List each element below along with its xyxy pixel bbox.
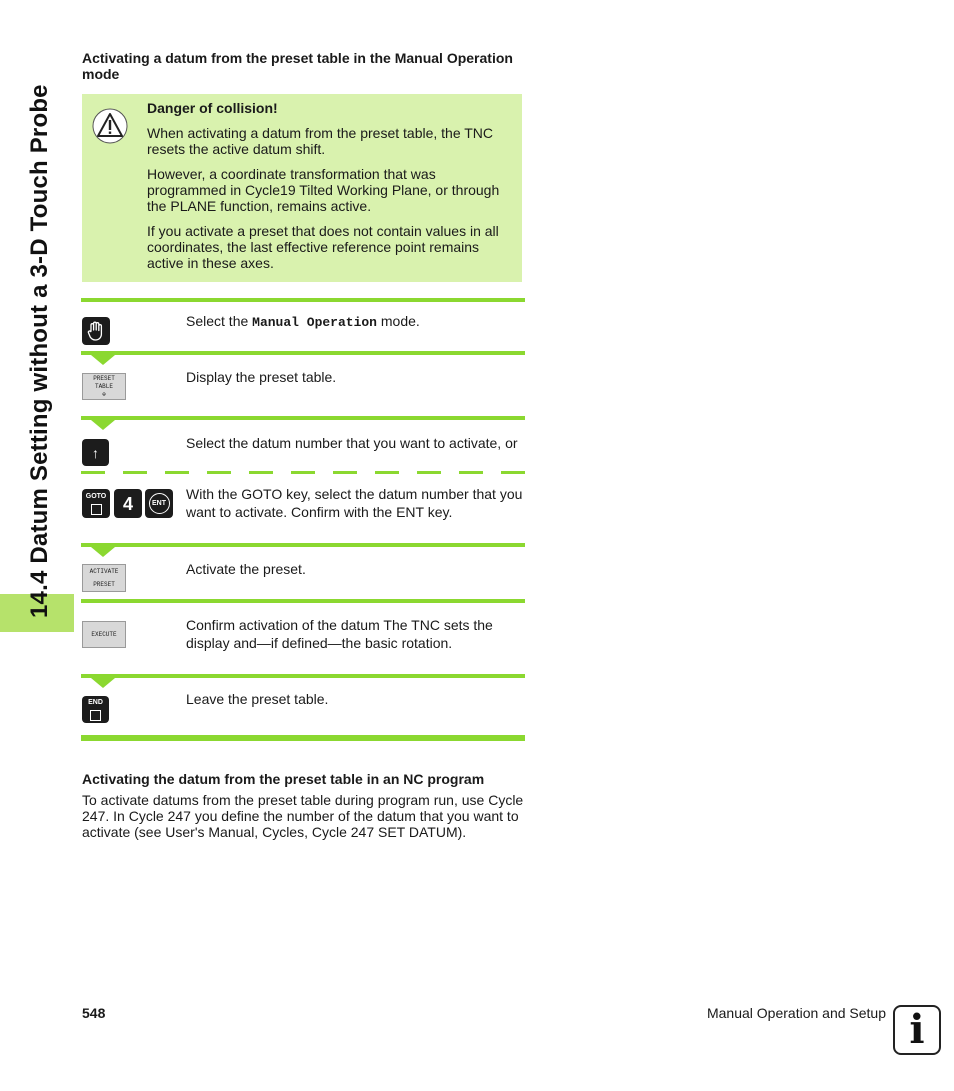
- section-heading-nc-program: Activating the datum from the preset table in an NC program: [82, 771, 485, 787]
- warning-paragraph: If you activate a preset that does not contain values in all coordinates, the last effective reference point remains active in these axes.: [147, 223, 499, 271]
- chevron-down-icon: [91, 678, 115, 688]
- ent-key[interactable]: ENT: [145, 489, 173, 518]
- step-text-goto: With the GOTO key, select the datum number that you want to activate. Confirm with the ENT key.: [186, 486, 523, 520]
- step-divider: [81, 351, 525, 355]
- nc-program-body: To activate datums from the preset table during program run, use Cycle 247. In Cycle 247 you define the number of the datum that you want to activate (see User's Manual, Cycles, Cycle 247 SET DATUM).: [82, 792, 524, 840]
- section-heading-manual: Activating a datum from the preset table in the Manual Operation mode: [82, 50, 513, 82]
- alternative-dashed-divider: [81, 471, 525, 474]
- key-square-icon: [90, 710, 101, 721]
- step-divider: [81, 599, 525, 603]
- warning-paragraph: When activating a datum from the preset table, the TNC resets the active datum shift.: [147, 125, 494, 157]
- arrow-up-key[interactable]: [82, 439, 109, 466]
- execute-softkey[interactable]: EXECUTE: [82, 621, 126, 648]
- manual-operation-key[interactable]: [82, 317, 110, 345]
- number-4-key[interactable]: 4: [114, 489, 142, 518]
- preset-table-softkey[interactable]: PRESET TABLE ⊕: [82, 373, 126, 400]
- warning-triangle-icon: [92, 108, 128, 144]
- goto-key[interactable]: GOTO: [82, 489, 110, 518]
- info-icon: i: [893, 1005, 941, 1055]
- step-divider: [81, 298, 525, 302]
- step-text-execute: Confirm activation of the datum The TNC sets the display and—if defined—the basic rotation.: [186, 617, 493, 651]
- chevron-down-icon: [91, 420, 115, 430]
- step-divider: [81, 416, 525, 420]
- mode-name-code: Manual Operation: [252, 315, 377, 330]
- crosshair-icon: ⊕: [102, 390, 106, 398]
- chevron-down-icon: [91, 547, 115, 557]
- end-key[interactable]: END: [82, 696, 109, 723]
- page-number: 548: [82, 1005, 106, 1021]
- hand-icon: [85, 320, 107, 342]
- key-square-icon: [91, 504, 102, 515]
- step-text-end: Leave the preset table.: [186, 691, 329, 707]
- step-divider: [81, 543, 525, 547]
- steps-end-divider: [81, 735, 525, 741]
- step-text-preset-table: Display the preset table.: [186, 369, 337, 385]
- footer-chapter-title: Manual Operation and Setup: [706, 1005, 886, 1021]
- activate-preset-softkey[interactable]: ACTIVATE PRESET: [82, 564, 126, 592]
- arrow-up-icon: ↑: [92, 444, 99, 461]
- step-text-manual: Select the Manual Operation mode.: [186, 313, 420, 330]
- warning-text: [147, 100, 517, 280]
- warning-title: Danger of collision!: [147, 100, 278, 116]
- warning-paragraph: However, a coordinate transformation that was programmed in Cycle19 Tilted Working Plane, or through the PLANE function, remains active.: [147, 166, 500, 214]
- step-text-arrow: Select the datum number that you want to activate, or: [186, 435, 518, 451]
- step-divider: [81, 674, 525, 678]
- chevron-down-icon: [91, 355, 115, 365]
- step-text-activate: Activate the preset.: [186, 561, 306, 577]
